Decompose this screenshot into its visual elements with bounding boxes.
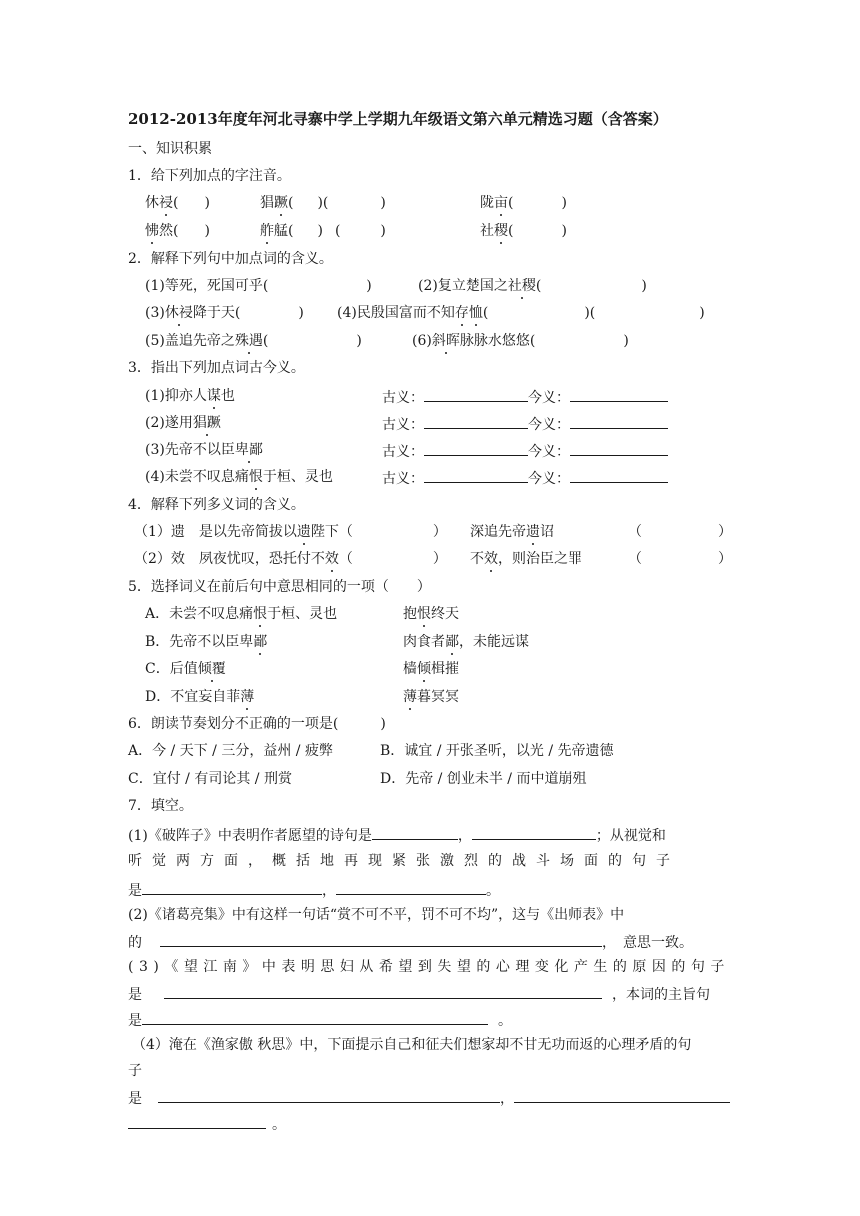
q4-row-1-b: 深追先帝遗诏 xyxy=(470,524,554,540)
ancient-meaning-blank[interactable] xyxy=(424,468,528,483)
q2-item-3: (3)休祲降于天( ) xyxy=(145,305,304,321)
answer-blank[interactable] xyxy=(472,825,596,840)
q5-option-d-compare: 薄暮冥冥 xyxy=(403,689,459,705)
q1-item-a: 休祲( ) xyxy=(145,195,210,211)
q4-row-2: （2）效 夙夜忧叹，恐托付不效（ ） xyxy=(134,551,447,567)
q7-item-4-line2: 子 xyxy=(128,1063,142,1079)
q2-item-1: (1)等死，死国可乎( ) xyxy=(145,278,372,294)
q5-option-c-compare: 樯倾楫摧 xyxy=(403,661,459,677)
q3-answer-3: 古义： 今义： xyxy=(382,441,668,461)
ancient-meaning-blank[interactable] xyxy=(424,441,528,456)
q5-option-d: D．不宜妄自菲薄 xyxy=(145,689,255,705)
q7-item-1-line3: 是 ， 。 xyxy=(128,880,500,900)
q7-item-1-line2: 听觉两方面，概括地再现紧张激烈的战斗场面的句子 xyxy=(128,853,680,869)
q3-item-2: (2)遂用猖蹶 xyxy=(145,415,221,431)
answer-blank[interactable] xyxy=(128,1114,266,1129)
modern-meaning-blank[interactable] xyxy=(570,414,668,429)
q4-row-2-b: 不效，则治臣之罪 xyxy=(470,551,582,567)
answer-blank[interactable] xyxy=(160,932,602,947)
modern-meaning-blank[interactable] xyxy=(570,441,668,456)
question-6-stem: 6．朗读节奏划分不正确的一项是( ) xyxy=(128,716,386,732)
q5-option-b-compare: 肉食者鄙，未能远谋 xyxy=(403,634,529,650)
q7-item-1-line1: (1)《破阵子》中表明作者愿望的诗句是 ， ；从视觉和 xyxy=(128,825,666,845)
q3-answer-2: 古义： 今义： xyxy=(382,414,668,434)
answer-blank[interactable] xyxy=(164,984,602,999)
question-7-stem: 7．填空。 xyxy=(128,798,193,814)
q3-answer-1: 古义： 今义： xyxy=(382,387,668,407)
q7-item-4-line1: （4）淹在《渔家傲 秋思》中，下面提示自己和征夫们想家却不甘无功而返的心理矛盾的句 xyxy=(132,1037,692,1053)
q1-item-d: 怫然( ) xyxy=(145,223,210,239)
modern-meaning-blank[interactable] xyxy=(570,387,668,402)
answer-blank[interactable] xyxy=(142,880,322,895)
q2-item-5: (5)盖追先帝之殊遇( ) xyxy=(145,333,362,349)
q7-item-2-line1: (2)《诸葛亮集》中有这样一句话“赏不可不平，罚不可不均”，这与《出师表》中 xyxy=(128,907,625,923)
q5-option-a: A．未尝不叹息痛恨于桓、灵也 xyxy=(145,606,338,622)
q7-item-2-line2: 的 ， 意思一致。 xyxy=(128,932,693,952)
answer-blank[interactable] xyxy=(158,1088,500,1103)
answer-blank[interactable] xyxy=(372,825,458,840)
q6-option-b: B．诚宜 / 开张圣听，以光 / 先帝遗德 xyxy=(380,743,614,759)
document-title: 2012-2013年度年河北寻寨中学上学期九年级语文第六单元精选习题（含答案） xyxy=(128,110,668,128)
answer-blank[interactable] xyxy=(514,1088,730,1103)
q1-item-b: 猖蹶( )( ) xyxy=(260,195,386,211)
question-5-stem: 5．选择词义在前后句中意思相同的一项（ ） xyxy=(128,579,431,595)
q7-item-3-line2: 是 ，本词的主旨句 xyxy=(128,984,710,1004)
section-heading: 一、知识积累 xyxy=(128,141,212,157)
q3-item-4: (4)未尝不叹息痛恨于桓、灵也 xyxy=(145,469,333,485)
q6-option-a: A．今 / 天下 / 三分，益州 / 疲弊 xyxy=(128,743,333,759)
q7-item-3-line1: (3)《望江南》中表明思妇从希望到失望的心理变化产生的原因的句子 xyxy=(128,959,730,975)
q7-item-4-line3: 是 ， xyxy=(128,1088,730,1108)
q3-item-1: (1)抑亦人谋也 xyxy=(145,388,235,404)
question-3-stem: 3．指出下列加点词古今义。 xyxy=(128,360,305,376)
q5-option-c: C．后值倾覆 xyxy=(145,661,226,677)
q4-row-1: （1）遗 是以先帝简拔以遗陛下（ ） xyxy=(134,524,447,540)
q2-item-6: (6)斜晖脉脉水悠悠( ) xyxy=(412,333,629,349)
q4-row-1-paren: （ ） xyxy=(628,524,732,540)
q5-option-b: B．先帝不以臣卑鄙 xyxy=(145,634,268,650)
q6-option-c: C．宜付 / 有司论其 / 刑赏 xyxy=(128,771,292,787)
question-2-stem: 2．解释下列句中加点词的含义。 xyxy=(128,251,333,267)
q2-item-2: (2)复立楚国之社稷( ) xyxy=(418,278,647,294)
question-4-stem: 4．解释下列多义词的含义。 xyxy=(128,497,305,513)
q5-option-a-compare: 抱恨终天 xyxy=(403,606,459,622)
q1-item-f: 社稷( ) xyxy=(480,223,567,239)
ancient-meaning-blank[interactable] xyxy=(424,387,528,402)
q3-item-3: (3)先帝不以臣卑鄙 xyxy=(145,442,263,458)
modern-meaning-blank[interactable] xyxy=(570,468,668,483)
answer-blank[interactable] xyxy=(336,880,486,895)
q1-item-c: 陇亩( ) xyxy=(480,195,567,211)
q1-item-e: 舴艋( ) ( ) xyxy=(260,223,386,239)
ancient-meaning-blank[interactable] xyxy=(424,414,528,429)
answer-blank[interactable] xyxy=(142,1010,488,1025)
q7-item-4-line4: 。 xyxy=(128,1114,286,1134)
q2-item-4: (4)民殷国富而不知存恤( )( ) xyxy=(337,305,705,321)
q4-row-2-paren: （ ） xyxy=(628,551,732,567)
q3-answer-4: 古义： 今义： xyxy=(382,468,668,488)
q6-option-d: D．先帝 / 创业未半 / 而中道崩殂 xyxy=(380,771,587,787)
q7-item-3-line3: 是 。 xyxy=(128,1010,512,1030)
question-1-stem: 1．给下列加点的字注音。 xyxy=(128,168,291,184)
